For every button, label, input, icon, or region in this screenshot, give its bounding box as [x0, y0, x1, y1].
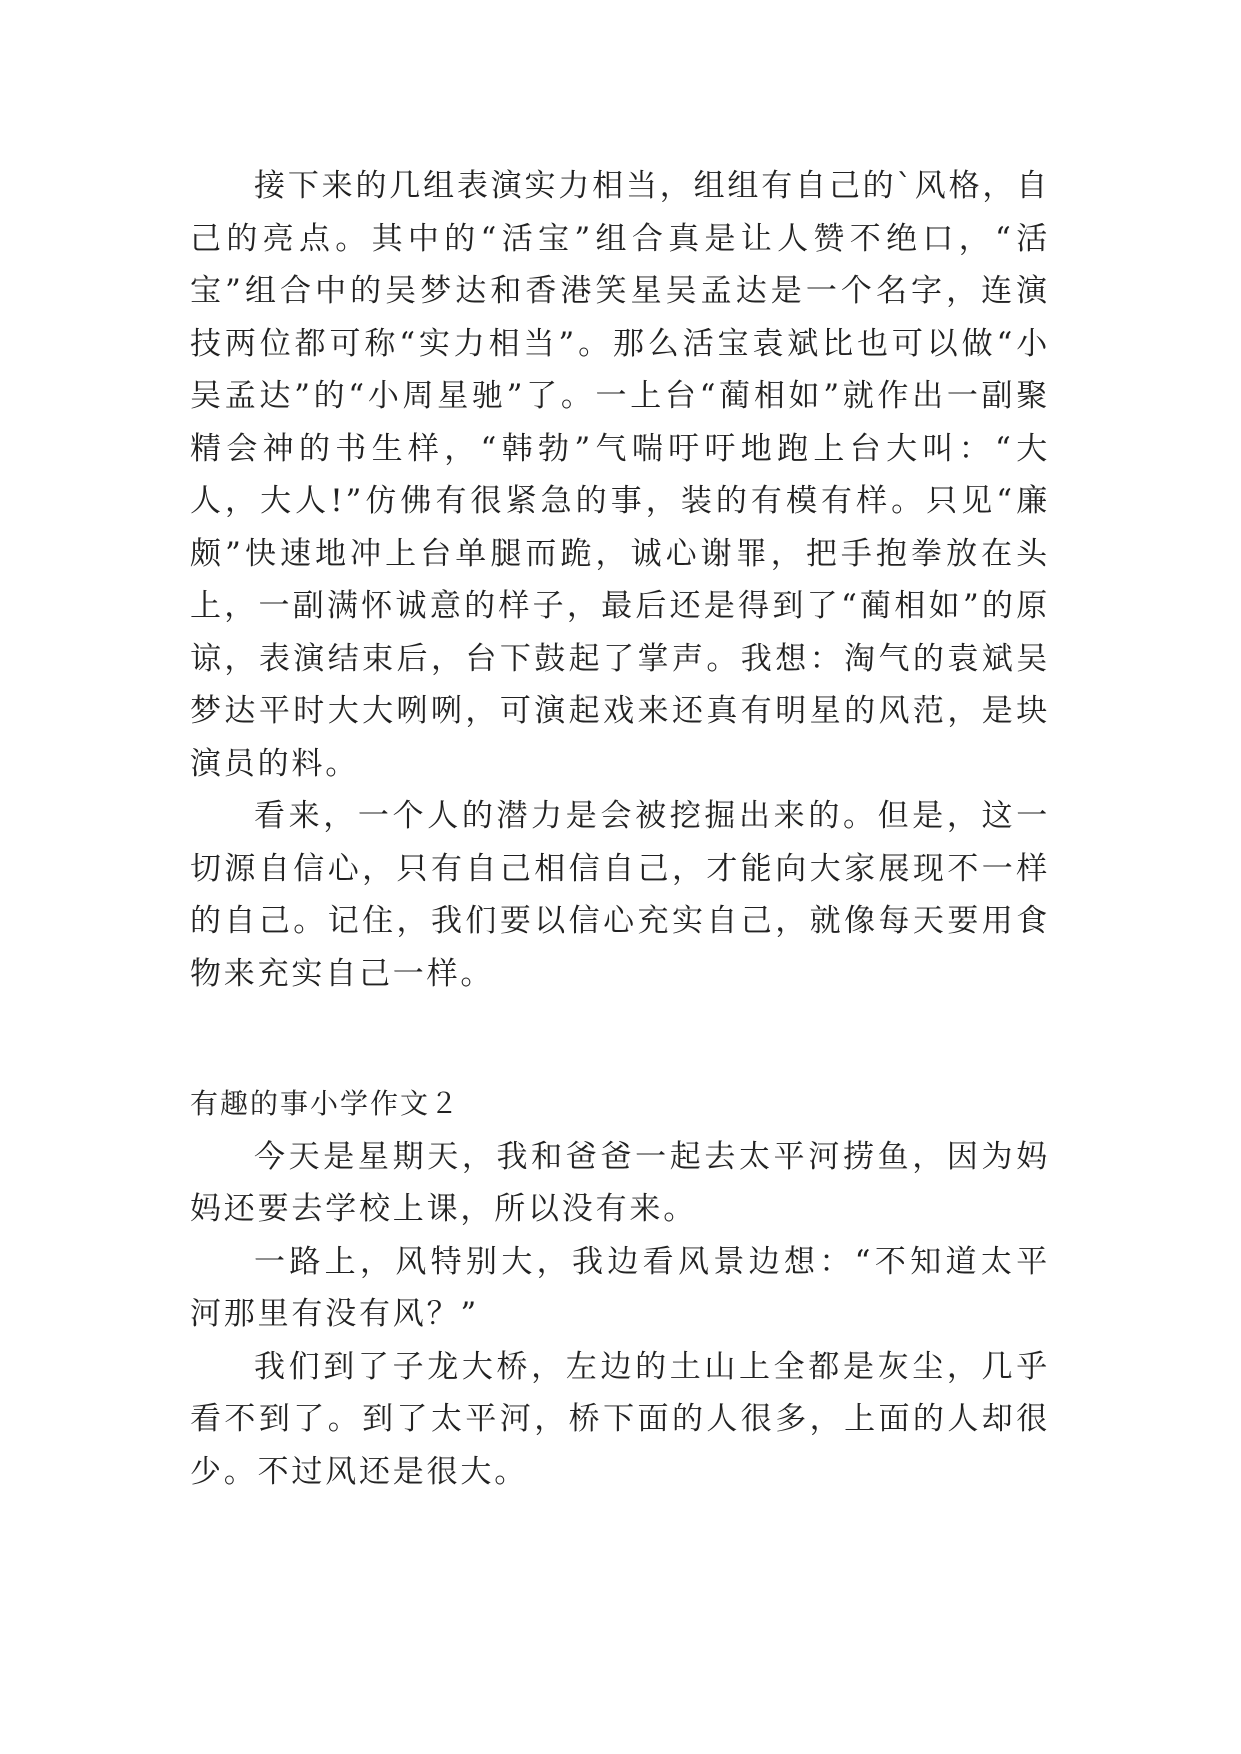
paragraph-confidence: 看来，一个人的潜力是会被挖掘出来的。但是，这一切源自信心，只有自己相信自己，才能向大家展现不一样的自己。记住，我们要以信心充实自己，就像每天要用食物来充实自己一样。 — [190, 798, 1050, 992]
document-body — [190, 160, 1050, 1498]
section-title: 有趣的事小学作文２ — [190, 1087, 461, 1120]
paragraph-sunday: 今天是星期天，我和爸爸一起去太平河捞鱼，因为妈妈还要去学校上课，所以没有来。 — [190, 1138, 1050, 1227]
paragraph-wind: 一路上，风特别大，我边看风景边想：“不知道太平河那里有没有风？” — [190, 1243, 1050, 1332]
paragraph-bridge: 我们到了子龙大桥，左边的土山上全都是灰尘，几乎看不到了。到了太平河，桥下面的人很多，上面的人却很少。不过风还是很大。 — [190, 1348, 1050, 1490]
paragraph-performance: 接下来的几组表演实力相当，组组有自己的`风格，自己的亮点。其中的“活宝”组合真是让人赞不绝口，“活宝”组合中的吴梦达和香港笑星吴孟达是一个名字，连演技两位都可称“实力相当”。那么活宝袁斌比也可以做“小吴孟达”的“小周星驰”了。一上台“蔺相如”就作出一副聚精会神的书生样，“韩勃”气喘吁吁地跑上台大叫：“大人，大人!”仿佛有很紧急的事，装的有模有样。只见“廉颇”快速地冲上台单腿而跪，诚心谢罪，把手抱拳放在头上，一副满怀诚意的样子，最后还是得到了“蔺相如”的原谅，表演结束后，台下鼓起了掌声。我想：淘气的袁斌吴梦达平时大大咧咧，可演起戏来还真有明星的风范，是块演员的料。 — [190, 168, 1050, 782]
